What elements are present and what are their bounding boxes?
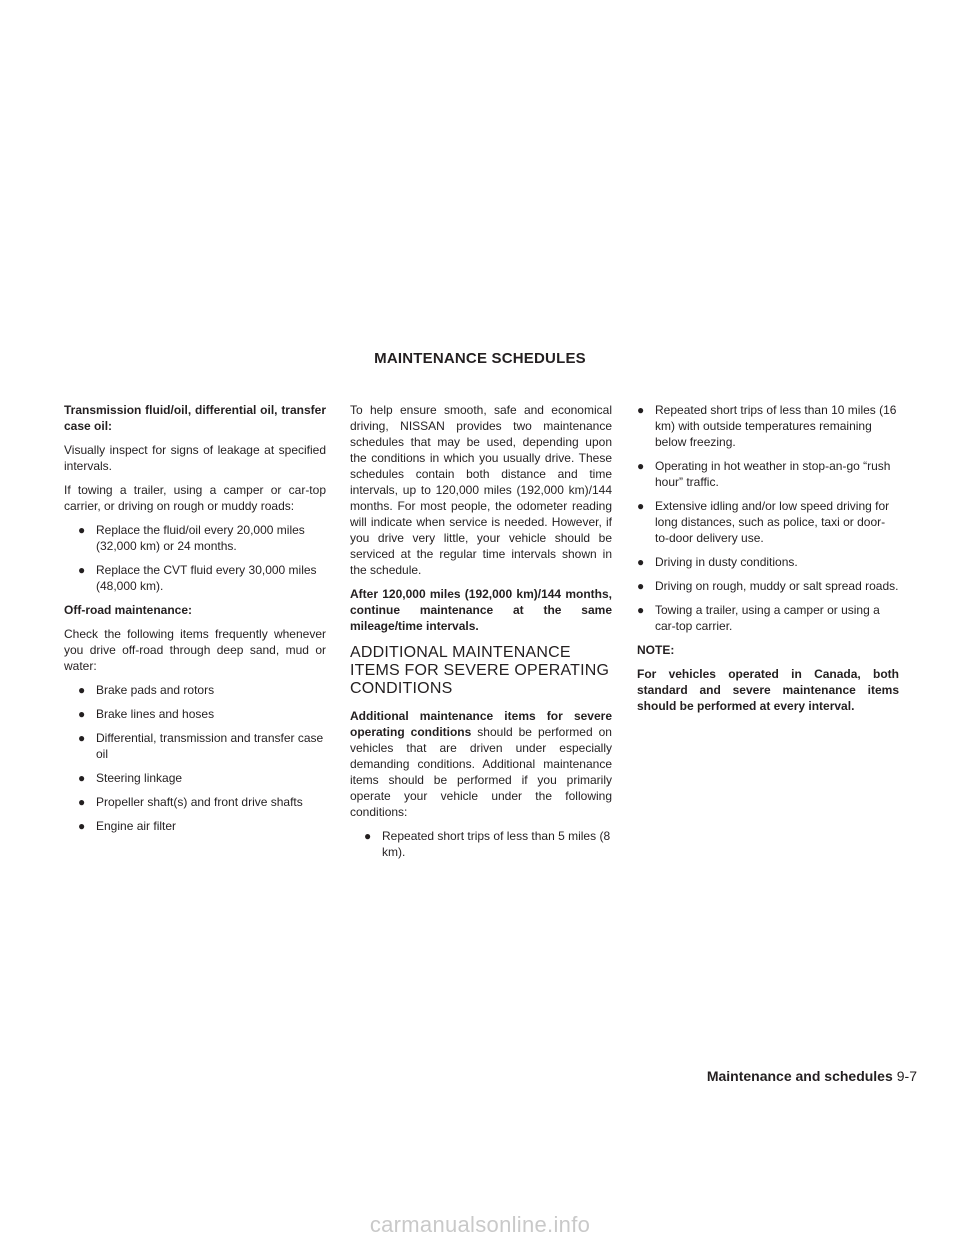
column-right xyxy=(637,402,899,722)
bullet-icon: ● xyxy=(78,819,86,833)
list-off-road-items xyxy=(64,682,326,834)
list-item: ● Driving in dusty conditions. xyxy=(637,555,798,569)
page-footer xyxy=(707,1068,917,1084)
bullet-icon: ● xyxy=(78,707,86,721)
page-number: 9-7 xyxy=(896,1068,917,1084)
note-label: NOTE: xyxy=(637,643,675,657)
footer-chapter-title: Maintenance and schedules xyxy=(706,1068,893,1084)
list-item: ● Repeated short trips of less than 5 miles (8 km). xyxy=(364,829,611,859)
note-text: For vehicles operated in Canada, both standard and severe maintenance items should be performed at every interval. xyxy=(637,667,899,713)
list-item: ● Propeller shaft(s) and front drive shafts xyxy=(78,795,303,809)
bullet-icon: ● xyxy=(78,523,86,537)
list-item: ● Extensive idling and/or low speed driving for long distances, such as police, taxi or door-to-door delivery use. xyxy=(637,499,890,545)
list-fluid-replacement xyxy=(64,522,326,594)
list-item: ● Operating in hot weather in stop-an-go “rush hour” traffic. xyxy=(637,459,891,489)
list-item: ● Replace the fluid/oil every 20,000 miles (32,000 km) or 24 months. xyxy=(78,523,305,553)
list-item: ● Towing a trailer, using a camper or using a car-top carrier. xyxy=(637,603,880,633)
bullet-icon: ● xyxy=(637,603,645,617)
paragraph-after-120000: After 120,000 miles (192,000 km)/144 months, continue maintenance at the same mileage/time intervals. xyxy=(350,587,612,633)
paragraph-schedules-intro: To help ensure smooth, safe and economical driving, NISSAN provides two maintenance schedules that may be used, depending upon the conditions in which you usually drive. These schedules contain both distance and time intervals, up to 120,000 miles (192,000 km)/144 months. For most people, the odometer reading will indicate when service is needed. However, if you drive very little, your vehicle should be serviced at the regular time intervals shown in the schedule. xyxy=(350,403,612,577)
bullet-icon: ● xyxy=(637,459,645,473)
bullet-icon: ● xyxy=(364,829,372,843)
bullet-icon: ● xyxy=(78,771,86,785)
list-item: ● Steering linkage xyxy=(78,771,183,785)
column-middle xyxy=(350,402,612,868)
watermark: carmanualsonline.info xyxy=(369,1212,591,1237)
bullet-icon: ● xyxy=(78,563,86,577)
bullet-icon: ● xyxy=(637,403,645,417)
bullet-icon: ● xyxy=(78,731,86,745)
list-item: ● Brake pads and rotors xyxy=(78,683,215,697)
subheading-severe-conditions: ADDITIONAL MAINTENANCE ITEMS FOR SEVERE OPERATING CONDITIONS xyxy=(350,644,610,697)
list-severe-conditions-a xyxy=(350,828,612,860)
heading-off-road: Off-road maintenance: xyxy=(64,603,193,617)
bullet-icon: ● xyxy=(637,499,645,513)
bullet-icon: ● xyxy=(637,555,645,569)
paragraph-severe-intro: Additional maintenance items for severe operating conditions should be performed on vehicles that are driven under especially demanding conditions. Additional maintenance items should be performed if you primarily operate your vehicle under the following conditions: xyxy=(350,709,612,819)
list-severe-conditions-b xyxy=(637,402,899,634)
list-item: ● Engine air filter xyxy=(78,819,177,833)
list-item: ● Driving on rough, muddy or salt spread roads. xyxy=(637,579,899,593)
paragraph-off-road: Check the following items frequently whenever you drive off-road through deep sand, mud or water: xyxy=(64,627,326,673)
list-item: ● Replace the CVT fluid every 30,000 miles (48,000 km). xyxy=(78,563,317,593)
section-header: MAINTENANCE SCHEDULES xyxy=(374,350,586,367)
bullet-icon: ● xyxy=(637,579,645,593)
heading-transmission-fluid: Transmission fluid/oil, differential oil, transfer case oil: xyxy=(64,403,326,433)
list-item: ● Brake lines and hoses xyxy=(78,707,215,721)
column-left xyxy=(64,402,326,842)
list-item: ● Repeated short trips of less than 10 miles (16 km) with outside temperatures remaining below freezing. xyxy=(637,403,897,449)
bullet-icon: ● xyxy=(78,795,86,809)
paragraph-towing: If towing a trailer, using a camper or car-top carrier, or driving on rough or muddy roads: xyxy=(64,483,326,513)
paragraph-inspect: Visually inspect for signs of leakage at specified intervals. xyxy=(64,443,326,473)
bullet-icon: ● xyxy=(78,683,86,697)
list-item: ● Differential, transmission and transfer case oil xyxy=(78,731,324,761)
